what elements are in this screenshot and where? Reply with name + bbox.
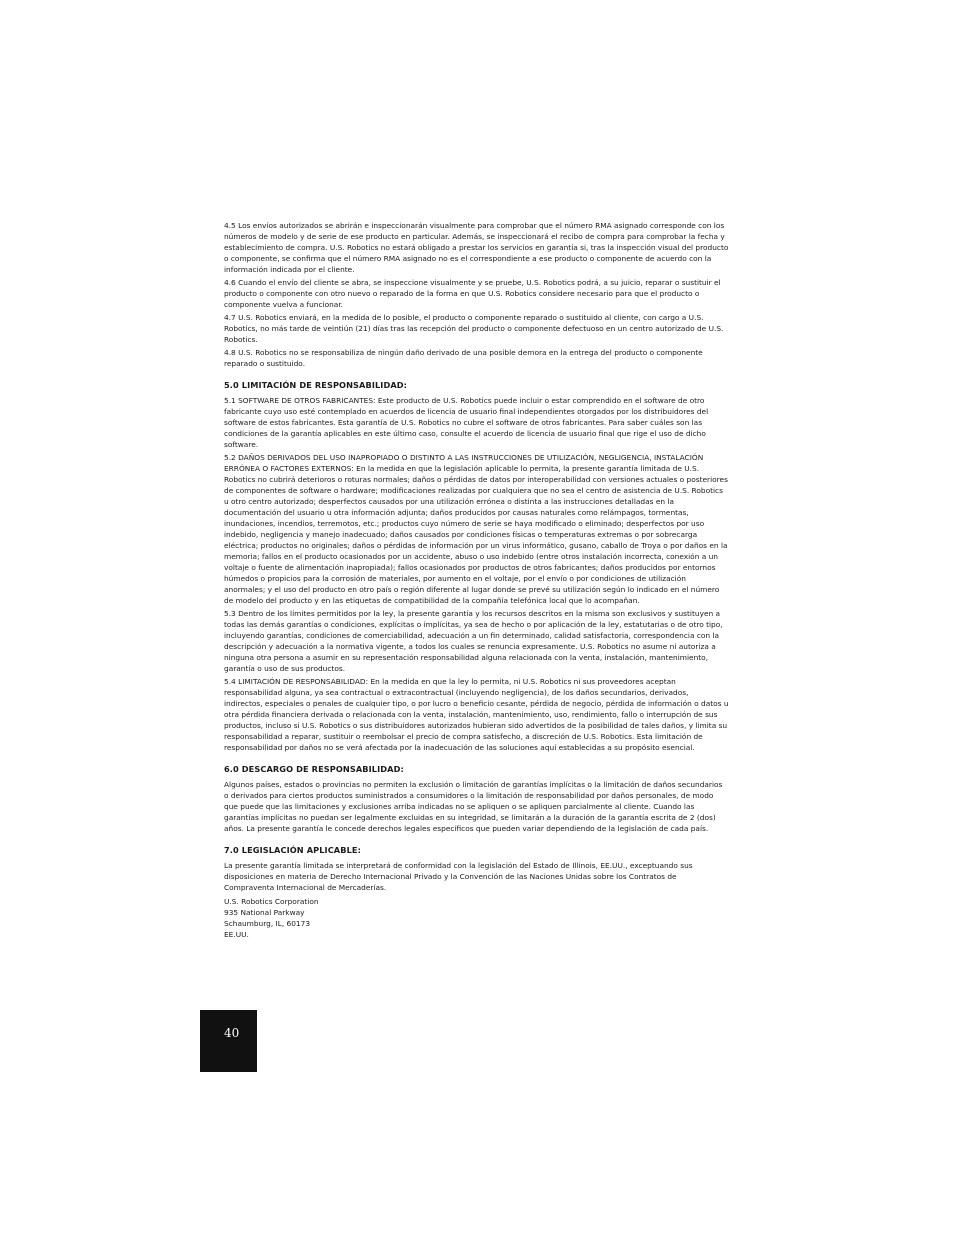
paragraph-5-4: 5.4 LIMITACIÓN DE RESPONSABILIDAD: En la medida en que la ley lo permita, ni U.S. Robotics ni sus proveedores aceptan responsabilidad alguna, ya sea contractual o extracontractual (incluyendo negligencia), de los daños secundarios, derivados, indirectos, especiales o penales de cualquier tipo, o por lucro o beneficio cesante, pérdida de negocio, pérdida de información o datos u otra pérdida financiera derivada o relacionada con la venta, instalación, mantenimiento, uso, rendimiento, fallo o interrupción de sus productos, incluso si U.S. Robotics o sus distribuidores autorizados hubieran sido advertidos de la posibilidad de tales daños, y limita su responsabilidad a reparar, sustituir o reembolsar el precio de compra satisfecho, a discreción de U.S. Robotics. Esta limitación de responsabilidad por daños no se verá afectada por la inadecuación de las soluciones aquí establecidas a su propósito esencial. <box>224 677 729 752</box>
company-address <box>224 896 729 940</box>
paragraph-5-1: 5.1 SOFTWARE DE OTROS FABRICANTES: Este producto de U.S. Robotics puede incluir o estar comprendido en el software de otro fabricante cuyo uso esté contemplado en acuerdos de licencia de usuario final independientes otorgados por los distribuidores del software de estos fabricantes. Esta garantía de U.S. Robotics no cubre el software de otros fabricantes. Para saber cuáles son las condiciones de la garantía aplicables en este último caso, consulte el acuerdo de licencia de usuario final que rige el uso de dicho software. <box>224 396 709 449</box>
paragraph-7: La presente garantía limitada se interpretará de conformidad con la legislación del Estado de Illinois, EE.UU., exceptuando sus disposiciones en materia de Derecho Internacional Privado y la Convención de las Naciones Unidas sobre los Contratos de Compraventa Internacional de Mercaderías. <box>224 861 693 892</box>
address-line-company: U.S. Robotics Corporation <box>224 897 319 906</box>
paragraph-5-2: 5.2 DAÑOS DERIVADOS DEL USO INAPROPIADO O DISTINTO A LAS INSTRUCCIONES DE UTILIZACIÓN, NEGLIGENCIA, INSTALACIÓN ERRÓNEA O FACTORES EXTERNOS: En la medida en que la legislación aplicable lo permita, la presente garantía limitada de U.S. Robotics no cubrirá deterioros o roturas normales; daños o pérdidas de datos por interoperabilidad con versiones actuales o posteriores de componentes de software o hardware; modificaciones realizadas por cualquiera que no sea el centro de asistencia de U.S. Robotics u otro centro autorizado; desperfectos causados por una utilización errónea o distinta a las instrucciones detalladas en la documentación del usuario u otra información adjunta; daños producidos por causas naturales como relámpagos, tormentas, inundaciones, incendios, terremotos, etc.; productos cuyo número de serie se haya modificado o eliminado; desperfectos por uso indebido, negligencia y manejo inadecuado; daños causados por condiciones físicas o temperaturas extremas o por sobrecarga eléctrica; productos no originales; daños o pérdidas de información por un virus informático, gusano, caballo de Troya o por daños en la memoria; fallos en el producto ocasionados por un accidente, abuso o uso indebido (entre otros instalación incorrecta, conexión a un voltaje o fuente de alimentación inapropiada); fallos ocasionados por productos de otros fabricantes; daños producidos por entornos húmedos o propicios para la corrosión de materiales, por aumento en el voltaje, por el envío o por condiciones de utilización anormales; y el uso del producto en otro país o región diferente al lugar donde se prevé su utilización según lo indicado en el número de modelo del producto y en las etiquetas de compatibilidad de la compañía telefónica local que lo acompañan. <box>224 453 728 605</box>
paragraph-6: Algunos países, estados o provincias no permiten la exclusión o limitación de garantías implícitas o la limitación de daños secundarios o derivados para ciertos productos suministrados a consumidores o la limitación de responsabilidad por daños personales, de modo que puede que las limitaciones y exclusiones arriba indicadas no se apliquen o se apliquen parcialmente al cliente. Cuando las garantías implícitas no puedan ser legalmente excluidas en su integridad, se limitarán a la duración de la garantía escrita de 2 (dos) años. La presente garantía le concede derechos legales específicos que pueden variar dependiendo de la legislación de cada país. <box>224 780 723 833</box>
paragraph-5-3: 5.3 Dentro de los límites permitidos por la ley, la presente garantía y los recursos descritos en la misma son exclusivos y sustituyen a todas las demás garantías o condiciones, explícitas o implícitas, ya sea de hecho o por aplicación de la ley, estatutarias o de otro tipo, incluyendo garantías, condiciones de comerciabilidad, adecuación a un fin determinado, calidad satisfactoria, correspondencia con la descripción y adecuación a la normativa vigente, a todos los cuales se renuncia expresamente. U.S. Robotics no asume ni autoriza a ninguna otra persona a asumir en su representación responsabilidad alguna relacionada con la venta, instalación, mantenimiento, garantía o uso de sus productos. <box>224 609 723 673</box>
address-line-street: 935 National Parkway <box>224 908 305 917</box>
address-line-country: EE.UU. <box>224 930 249 939</box>
paragraph-4-7: 4.7 U.S. Robotics enviará, en la medida de lo posible, el producto o componente reparado o sustituido al cliente, con cargo a U.S. Robotics, no más tarde de veintiún (21) días tras las recepción del producto o componente defectuoso en un centro autorizado de U.S. Robotics. <box>224 313 724 344</box>
page-number: 40 <box>224 1026 240 1040</box>
paragraph-4-8: 4.8 U.S. Robotics no se responsabiliza de ningún daño derivado de una posible demora en la entrega del producto o componente reparado o sustituido. <box>224 348 703 368</box>
document-body <box>224 220 729 940</box>
section-7-heading: 7.0 LEGISLACIÓN APLICABLE: <box>224 845 361 855</box>
address-line-city: Schaumburg, IL, 60173 <box>224 919 311 928</box>
section-6-heading: 6.0 DESCARGO DE RESPONSABILIDAD: <box>224 764 404 774</box>
paragraph-4-5: 4.5 Los envíos autorizados se abrirán e inspeccionarán visualmente para comprobar que el número RMA asignado corresponde con los números de modelo y de serie de ese producto en particular. Además, se inspeccionará el recibo de compra para comprobar la fecha y establecimiento de compra. U.S. Robotics no estará obligado a prestar los servicios en garantía si, tras la inspección visual del producto o componente, se confirma que el número RMA asignado no es el correspondiente a ese producto o componente de acuerdo con la información indicada por el cliente. <box>224 221 729 274</box>
page-number-box <box>200 1010 257 1072</box>
section-5-heading: 5.0 LIMITACIÓN DE RESPONSABILIDAD: <box>224 380 408 390</box>
paragraph-4-6: 4.6 Cuando el envío del cliente se abra, se inspeccione visualmente y se pruebe, U.S. Robotics podrá, a su juicio, reparar o sustituir el producto o componente con otro nuevo o reparado de la forma en que U.S. Robotics considere necesario para que el producto o componente vuelva a funcionar. <box>224 278 721 309</box>
